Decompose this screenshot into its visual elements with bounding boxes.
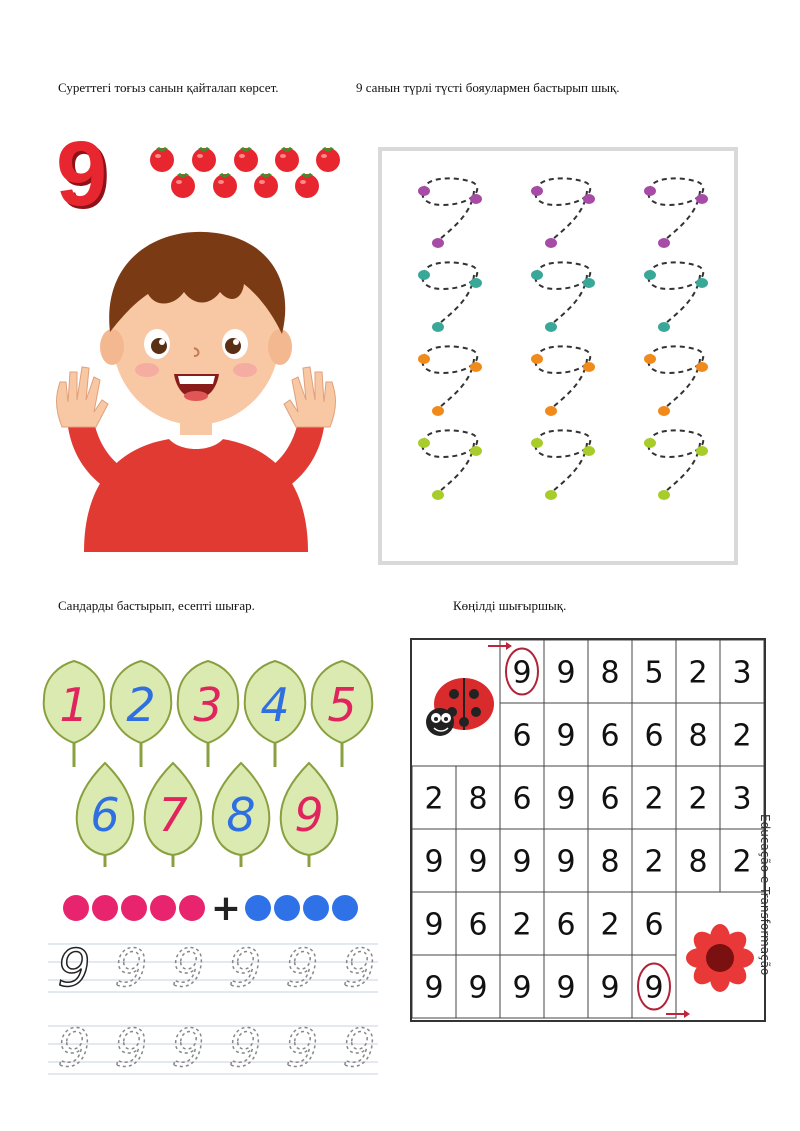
maze-cell-digit: 9 — [556, 781, 576, 817]
maze-cell-digit: 8 — [600, 655, 620, 691]
tomatoes-illustration — [146, 140, 346, 204]
tomato-icon — [234, 147, 258, 172]
maze-cell-digit: 6 — [468, 907, 488, 943]
trace-nine — [531, 346, 595, 416]
maze-cell-digit: 9 — [424, 907, 444, 943]
practice-digit: 9 — [342, 940, 376, 999]
trace-nine — [418, 178, 482, 248]
trace-dot — [583, 194, 595, 204]
practice-digit: 9 — [285, 940, 319, 999]
leaf-number-9 — [281, 763, 338, 867]
maze-cell-digit: 9 — [512, 844, 532, 880]
start-arrow-icon — [506, 642, 512, 650]
blue-dot — [332, 895, 358, 921]
trace-dot — [545, 490, 557, 500]
maze-cell-digit: 9 — [468, 844, 488, 880]
trace-dot — [432, 322, 444, 332]
leaf-number-3 — [178, 661, 239, 767]
leaf-number-2 — [111, 661, 172, 767]
trace-nine — [644, 430, 708, 500]
tomato-icon — [295, 173, 319, 198]
trace-dot — [644, 186, 656, 196]
maze-cell-digit: 8 — [688, 844, 708, 880]
trace-nine — [418, 346, 482, 416]
leaf-digit: 2 — [126, 678, 156, 732]
leaf-digit: 7 — [158, 788, 188, 842]
maze-cell-digit: 6 — [512, 718, 532, 754]
maze-cell-digit: 2 — [644, 781, 664, 817]
maze-cell-digit: 9 — [468, 970, 488, 1006]
trace-dot — [531, 438, 543, 448]
maze-cell-digit: 9 — [556, 970, 576, 1006]
practice-digit: 9 — [171, 940, 205, 999]
maze-cell-digit: 9 — [644, 970, 664, 1006]
trace-dot — [583, 278, 595, 288]
leaf-digit: 4 — [260, 678, 290, 732]
maze-cell-digit: 3 — [732, 781, 752, 817]
maze-cell-digit: 9 — [556, 844, 576, 880]
maze-cell-digit: 2 — [732, 718, 752, 754]
practice-digit: 9 — [114, 940, 148, 999]
trace-dot — [644, 270, 656, 280]
maze-cell-digit: 3 — [732, 655, 752, 691]
maze-cell-digit: 8 — [600, 844, 620, 880]
trace-dot — [696, 194, 708, 204]
tracing-nines — [382, 151, 734, 561]
tracing-panel — [378, 147, 738, 565]
maze-cell-digit: 2 — [732, 844, 752, 880]
maze-cell-digit: 8 — [468, 781, 488, 817]
number-maze — [410, 638, 766, 1022]
pink-dot — [121, 895, 147, 921]
leaf-digit: 9 — [294, 788, 324, 842]
trace-dot — [418, 270, 430, 280]
trace-nine — [418, 262, 482, 332]
maze-cell-digit: 6 — [600, 781, 620, 817]
trace-dot — [658, 406, 670, 416]
trace-nine — [531, 178, 595, 248]
leaf-number-6 — [77, 763, 134, 867]
end-arrow-icon — [684, 1010, 690, 1018]
maze-grid — [412, 640, 764, 1020]
plus-sign: + — [210, 888, 242, 928]
maze-cell-digit: 2 — [644, 844, 664, 880]
pink-dot — [63, 895, 89, 921]
maze-cell-digit: 6 — [556, 907, 576, 943]
leaf-number-5 — [312, 661, 373, 767]
trace-dot — [545, 238, 557, 248]
trace-dot — [470, 446, 482, 456]
trace-dot — [531, 186, 543, 196]
maze-cell-digit: 9 — [600, 970, 620, 1006]
trace-dot — [696, 362, 708, 372]
trace-dot — [418, 186, 430, 196]
maze-cell-digit: 9 — [424, 970, 444, 1006]
trace-nine — [531, 430, 595, 500]
trace-nine — [531, 262, 595, 332]
trace-dot — [470, 194, 482, 204]
blue-dot — [274, 895, 300, 921]
caption-bottom-right: Көңілді шығыршық. — [453, 598, 567, 613]
trace-dot — [696, 278, 708, 288]
trace-dot — [531, 270, 543, 280]
practice-digit: 9 — [114, 1019, 148, 1079]
trace-dot — [418, 354, 430, 364]
leaf-digit: 3 — [193, 678, 223, 732]
trace-nine — [644, 346, 708, 416]
blue-dot — [245, 895, 271, 921]
tomato-icon — [316, 147, 340, 172]
maze-cell-digit: 9 — [556, 655, 576, 691]
trace-dot — [418, 438, 430, 448]
maze-cell-digit: 9 — [556, 718, 576, 754]
maze-cell-digit: 5 — [644, 655, 664, 691]
leaf-number-4 — [245, 661, 306, 767]
trace-dot — [696, 446, 708, 456]
tomato-icon — [150, 147, 174, 172]
maze-cell-digit: 2 — [512, 907, 532, 943]
tomato-icon — [171, 173, 195, 198]
trace-dot — [432, 490, 444, 500]
trace-dot — [658, 322, 670, 332]
trace-dot — [658, 238, 670, 248]
practice-digit: 9 — [171, 1019, 205, 1079]
trace-dot — [545, 322, 557, 332]
tomato-icon — [254, 173, 278, 198]
leaf-number-8 — [213, 763, 270, 867]
trace-nine — [644, 178, 708, 248]
maze-cell-digit: 9 — [512, 655, 532, 691]
maze-cell-digit: 2 — [424, 781, 444, 817]
maze-cell-digit: 8 — [688, 718, 708, 754]
trace-dot — [531, 354, 543, 364]
blue-dot — [303, 895, 329, 921]
leaf-digit: 5 — [327, 678, 357, 732]
leaf-digit: 8 — [226, 788, 256, 842]
practice-digit: 9 — [285, 1019, 319, 1079]
trace-dot — [432, 406, 444, 416]
equation-dots — [58, 888, 368, 928]
trace-dot — [583, 362, 595, 372]
leaf-digit: 6 — [90, 788, 120, 842]
maze-cell-digit: 2 — [600, 907, 620, 943]
trace-dot — [644, 354, 656, 364]
tomato-icon — [275, 147, 299, 172]
tomato-icon — [192, 147, 216, 172]
maze-cell-digit: 2 — [688, 655, 708, 691]
trace-dot — [644, 438, 656, 448]
trace-dot — [470, 278, 482, 288]
caption-top-left: Суреттегі тоғыз санын қайталап көрсет. — [58, 80, 279, 95]
trace-dot — [658, 490, 670, 500]
leaf-number-1 — [44, 661, 105, 767]
trace-dot — [432, 238, 444, 248]
maze-cell-digit: 6 — [600, 718, 620, 754]
trace-nine — [418, 430, 482, 500]
maze-cell-digit: 6 — [644, 718, 664, 754]
number-leaves — [38, 655, 388, 875]
boy-illustration — [44, 222, 348, 582]
ladybug-icon — [426, 678, 494, 736]
caption-bottom-left: Сандарды бастырып, есепті шығар. — [58, 598, 255, 613]
practice-digit: 9 — [228, 1019, 262, 1079]
tomato-icon — [213, 173, 237, 198]
writing-practice — [48, 940, 378, 1090]
practice-digit: 9 — [342, 1019, 376, 1079]
practice-digit: 9 — [57, 1019, 91, 1079]
practice-digit: 9 — [228, 940, 262, 999]
leaf-digit: 1 — [59, 678, 89, 732]
maze-cell-digit: 9 — [424, 844, 444, 880]
practice-digit: 9 — [57, 940, 91, 999]
pink-dot — [92, 895, 118, 921]
watermark: Educação e Transformação — [758, 814, 772, 976]
trace-nine — [644, 262, 708, 332]
maze-cell-digit: 6 — [512, 781, 532, 817]
trace-dot — [470, 362, 482, 372]
maze-cell-digit: 9 — [512, 970, 532, 1006]
big-number-nine: 9 — [56, 123, 108, 225]
trace-dot — [583, 446, 595, 456]
maze-cell-digit: 6 — [644, 907, 664, 943]
pink-dot — [179, 895, 205, 921]
caption-top-right: 9 санын түрлі түсті бояулармен бастырып шық. — [356, 80, 620, 95]
pink-dot — [150, 895, 176, 921]
flower-icon — [686, 924, 754, 992]
maze-cell-digit: 2 — [688, 781, 708, 817]
leaf-number-7 — [145, 763, 202, 867]
trace-dot — [545, 406, 557, 416]
